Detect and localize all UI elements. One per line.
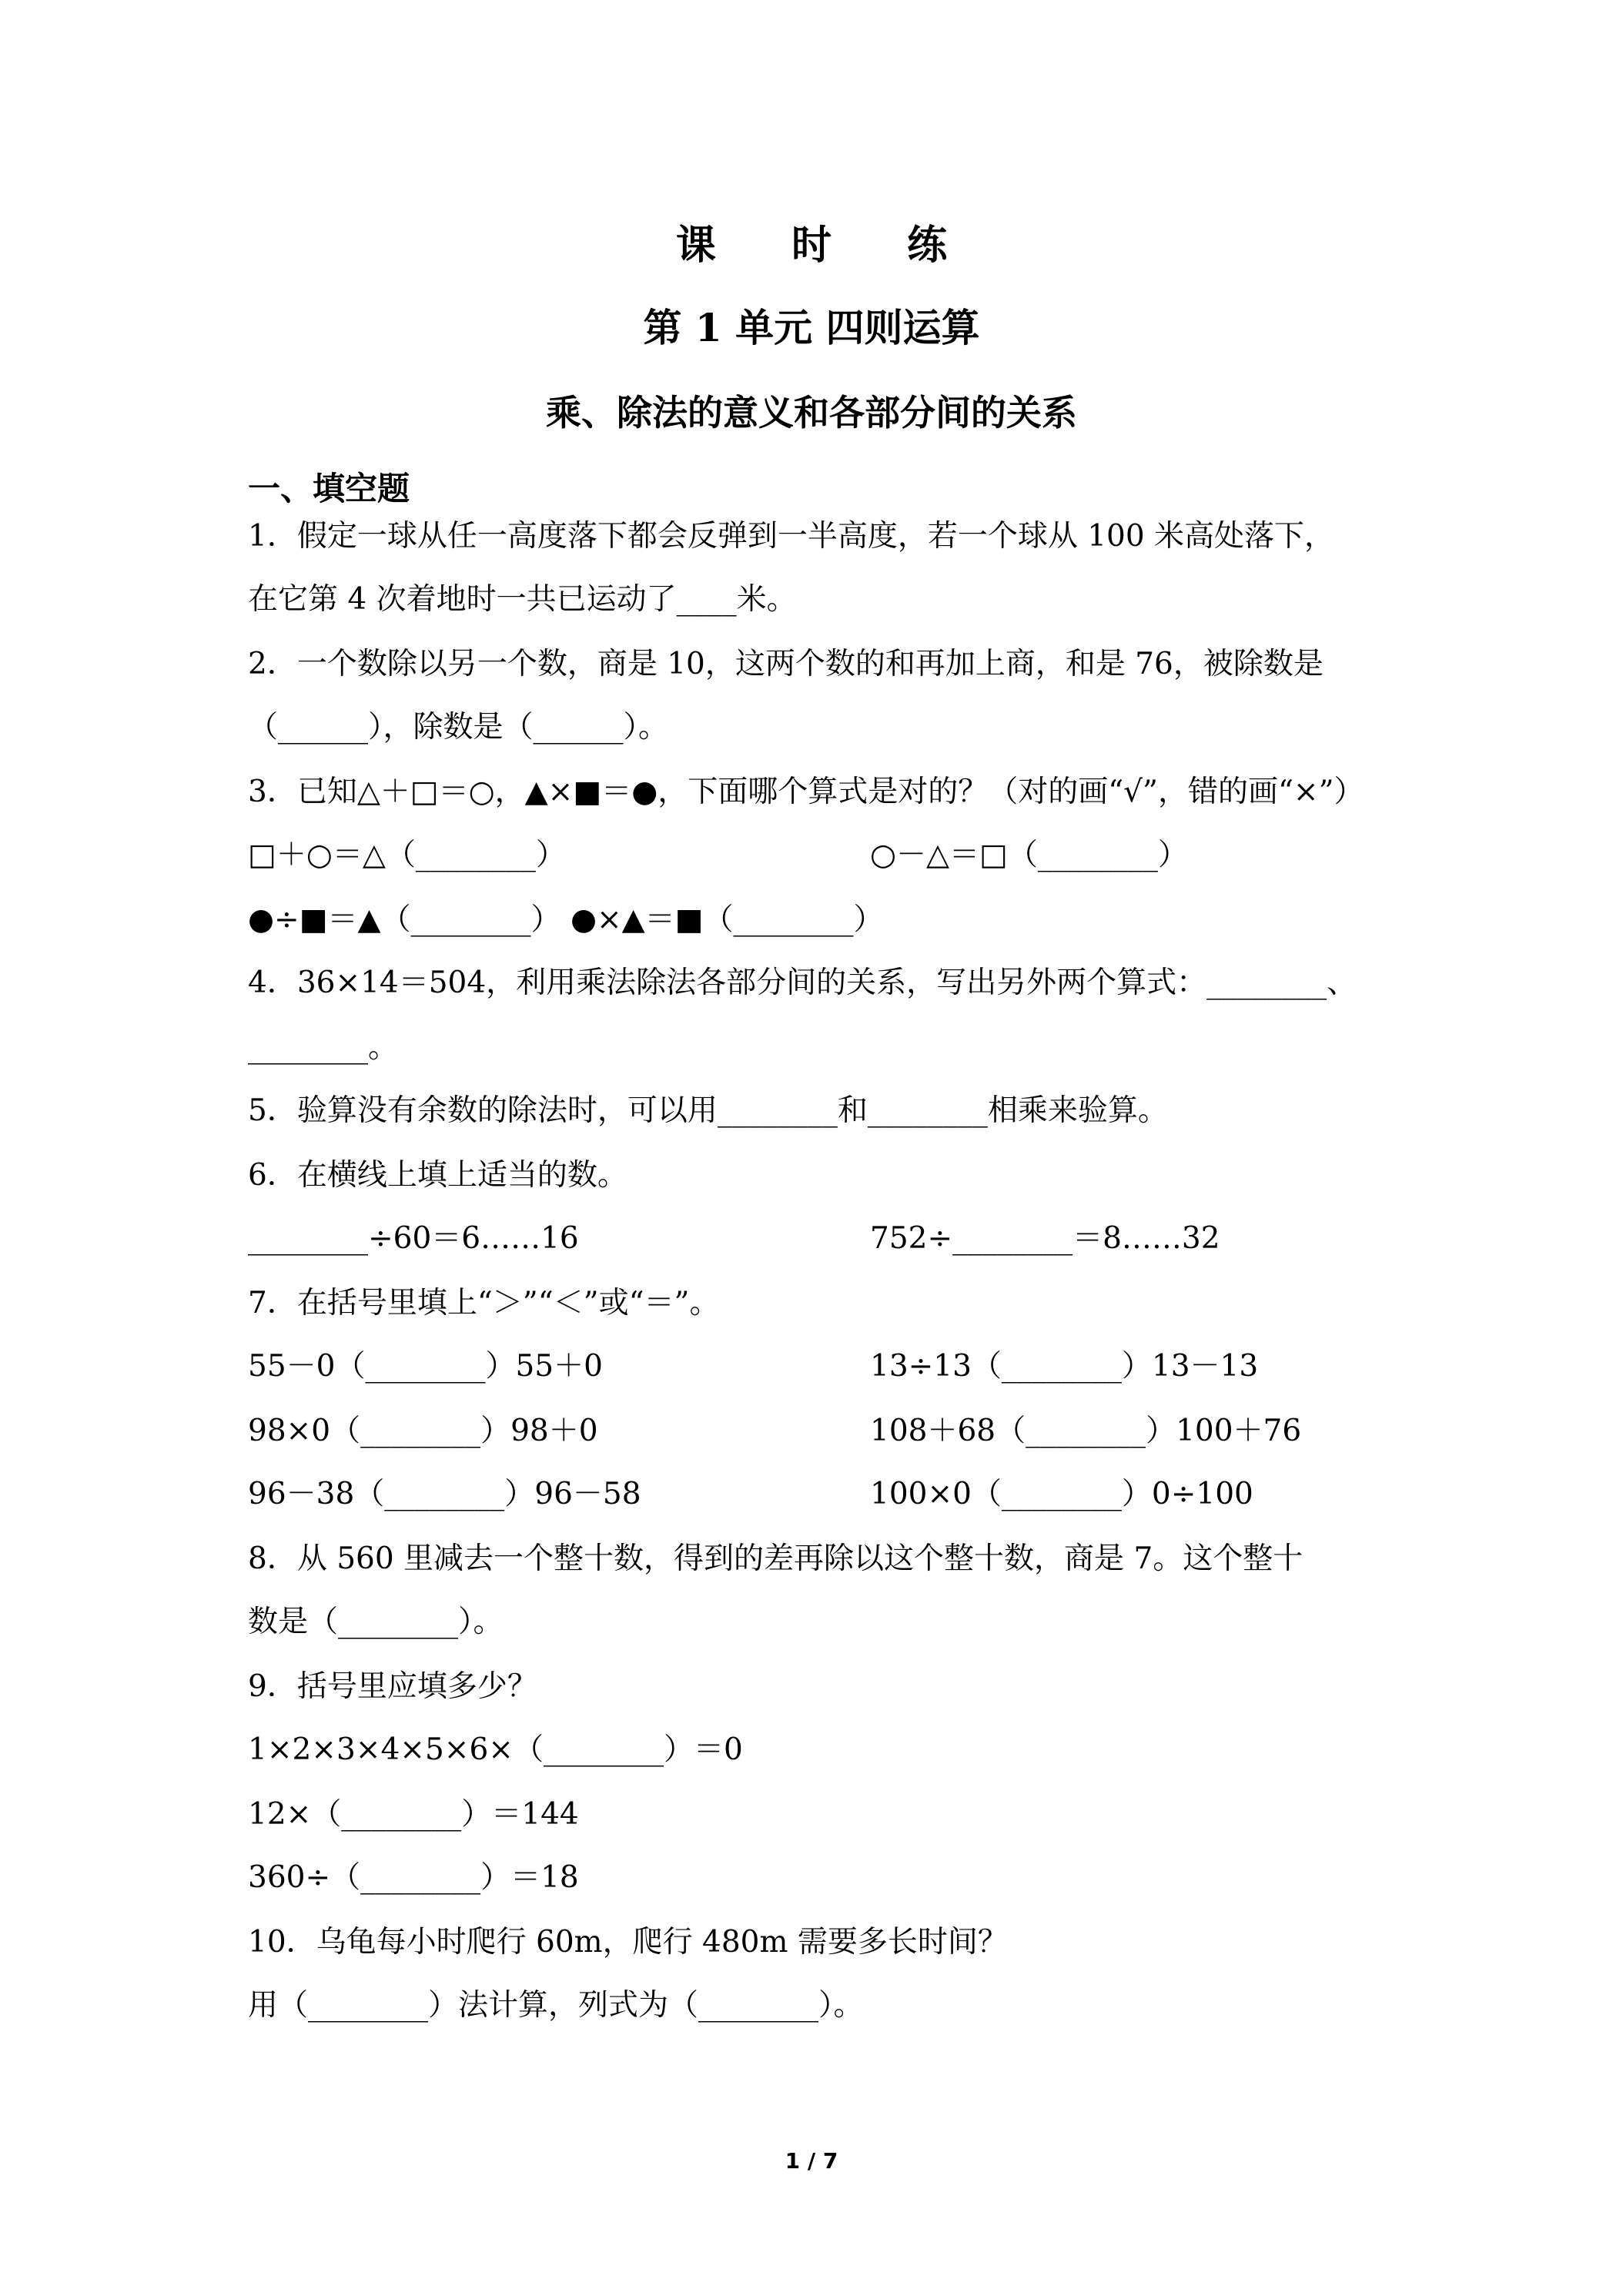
q3-option-b: ○－△＝□（________） — [870, 838, 1188, 872]
section-heading: 一、填空题 — [248, 470, 410, 507]
q10-line1: 10．乌龟每小时爬行 60m，爬行 480m 需要多长时间？ — [248, 1925, 1008, 1960]
q6-option-a: ________÷60＝6……16 — [248, 1221, 579, 1256]
unit-title: 第 1 单元 四则运算 — [643, 305, 980, 350]
page-number: 1 / 7 — [785, 2148, 838, 2174]
q7-option-f: 100×0（________）0÷100 — [870, 1477, 1253, 1511]
q9-option-a: 1×2×3×4×5×6×（________）＝0 — [248, 1732, 743, 1767]
q3-option-a: □＋○＝△（________） — [248, 838, 566, 872]
q7-option-e: 96－38（________）96－58 — [248, 1477, 641, 1511]
q7-option-c: 98×0（________）98＋0 — [248, 1414, 598, 1448]
q9-option-b: 12×（________）＝144 — [248, 1797, 579, 1832]
q2-line2: （______），除数是（______）。 — [248, 710, 669, 745]
q1-line2: 在它第 4 次着地时一共已运动了____米。 — [248, 582, 797, 617]
q10-line2: 用（________）法计算，列式为（________）。 — [248, 1988, 864, 2023]
q9-option-c: 360÷（________）＝18 — [248, 1860, 579, 1895]
q7-option-b: 13÷13（________）13－13 — [870, 1349, 1259, 1384]
q6-line1: 6．在横线上填上适当的数。 — [248, 1158, 627, 1193]
q9-line1: 9．括号里应填多少？ — [248, 1669, 537, 1704]
q8-line1: 8．从 560 里减去一个整十数，得到的差再除以这个整十数，商是 7。这个整十 — [248, 1541, 1303, 1576]
q4-line1: 4．36×14＝504，利用乘法除法各部分间的关系，写出另外两个算式：________、 — [248, 966, 1357, 1000]
q4-line2: ________。 — [248, 1030, 399, 1065]
lesson-title: 乘、除法的意义和各部分间的关系 — [546, 392, 1077, 433]
page-title: 课 时 练 — [675, 222, 979, 269]
q7-line1: 7．在括号里填上“＞”“＜”或“＝”。 — [248, 1286, 720, 1320]
q3-option-cd: ●÷■＝▲（________） ●×▲＝■（________） — [248, 902, 884, 937]
q8-line2: 数是（________）。 — [248, 1605, 504, 1639]
q7-option-d: 108＋68（________）100＋76 — [870, 1414, 1302, 1448]
q6-option-b: 752÷________＝8……32 — [870, 1221, 1220, 1256]
q1-line1: 1．假定一球从任一高度落下都会反弹到一半高度，若一个球从 100 米高处落下， — [248, 519, 1335, 554]
q7-option-a: 55－0（________）55＋0 — [248, 1349, 603, 1384]
q2-line1: 2．一个数除以另一个数，商是 10，这两个数的和再加上商，和是 76，被除数是 — [248, 647, 1323, 681]
q3-line1: 3．已知△＋□＝○，▲×■＝●，下面哪个算式是对的？（对的画“√”，错的画“×”） — [248, 775, 1364, 809]
q5-line1: 5．验算没有余数的除法时，可以用________和________相乘来验算。 — [248, 1093, 1168, 1128]
